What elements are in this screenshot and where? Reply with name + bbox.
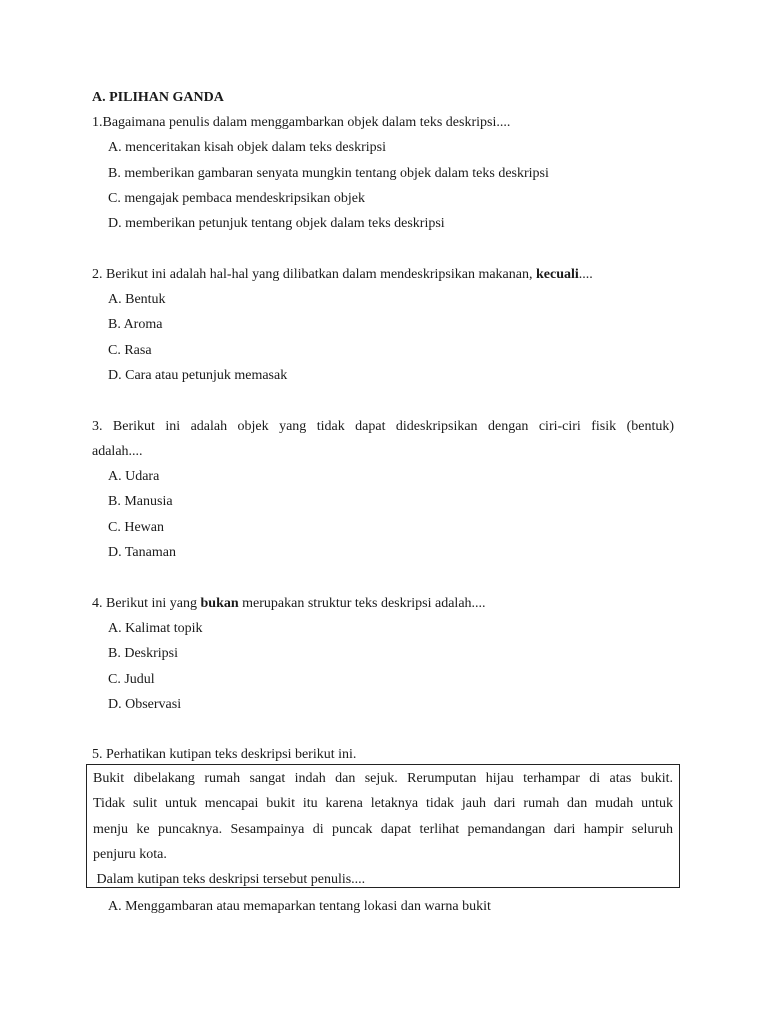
question-3-option-b: B. Manusia [108, 494, 173, 510]
spacer [92, 565, 674, 590]
excerpt-box [86, 764, 680, 888]
question-1-option-c: C. mengajak pembaca mendeskripsikan objek [108, 190, 365, 206]
question-4-option-b: B. Deskripsi [108, 646, 178, 662]
excerpt-line-4: penjuru kota. [93, 846, 167, 862]
excerpt-line-3: menju ke puncaknya. Sesampainya di puncak dapat terlihat pemandangan dari hampir seluruh [93, 821, 673, 837]
excerpt-line-1: Bukit dibelakang rumah sangat indah dan sejuk. Rerumputan hijau terhampar di atas bukit. [93, 771, 673, 786]
question-3-option-c: C. Hewan [108, 519, 164, 535]
worksheet-page [92, 85, 674, 768]
question-4-text-start: 4. Berikut ini yang [92, 595, 201, 611]
question-5-text: 5. Perhatikan kutipan teks deskripsi berikut ini. [92, 747, 357, 763]
question-2-option-b: B. Aroma [108, 317, 163, 333]
question-4-text-end: merupakan struktur teks deskripsi adalah.... [238, 595, 486, 611]
question-1-text: 1.Bagaimana penulis dalam menggambarkan objek dalam teks deskripsi.... [92, 115, 511, 130]
question-1-option-d: D. memberikan petunjuk tentang objek dalam teks deskripsi [108, 216, 445, 232]
question-3-option-d: D. Tanaman [108, 545, 176, 561]
spacer [92, 236, 674, 261]
question-2-text-start: 2. Berikut ini adalah hal-hal yang dilibatkan dalam mendeskripsikan makanan, [92, 266, 536, 282]
section-title: A. PILIHAN GANDA [92, 90, 224, 105]
question-5-option-a: A. Menggambaran atau memaparkan tentang lokasi dan warna bukit [108, 899, 491, 914]
question-2-text [92, 262, 674, 287]
question-5-options [108, 894, 491, 919]
question-4-option-a: A. Kalimat topik [108, 620, 203, 636]
question-3-option-a: A. Udara [108, 469, 160, 485]
question-4-option-d: D. Observasi [108, 696, 182, 712]
question-2-text-end: .... [578, 266, 593, 282]
question-1-option-b: B. memberikan gambaran senyata mungkin tentang objek dalam teks deskripsi [108, 165, 549, 181]
question-4-option-c: C. Judul [108, 671, 155, 687]
question-4-emphasis: bukan [200, 595, 239, 611]
question-1-option-a: A. menceritakan kisah objek dalam teks deskripsi [108, 140, 386, 156]
question-2-emphasis: kecuali [535, 266, 579, 282]
question-3-text-line-2: adalah.... [92, 443, 143, 459]
question-4-text [92, 591, 674, 616]
spacer [92, 717, 674, 742]
question-3-text-line-1: 3. Berikut ini adalah objek yang tidak dapat dideskripsikan dengan ciri-ciri fisik (bentuk) [92, 418, 674, 434]
spacer [92, 388, 674, 413]
question-2-option-d: D. Cara atau petunjuk memasak [108, 367, 288, 383]
question-2-option-c: C. Rasa [108, 342, 152, 358]
excerpt-line-2: Tidak sulit untuk mencapai bukit itu karena letaknya tidak jauh dari rumah dan mudah untuk [93, 796, 673, 812]
question-2-option-a: A. Bentuk [108, 292, 166, 308]
question-5-prompt: Dalam kutipan teks deskripsi tersebut penulis.... [93, 872, 366, 888]
